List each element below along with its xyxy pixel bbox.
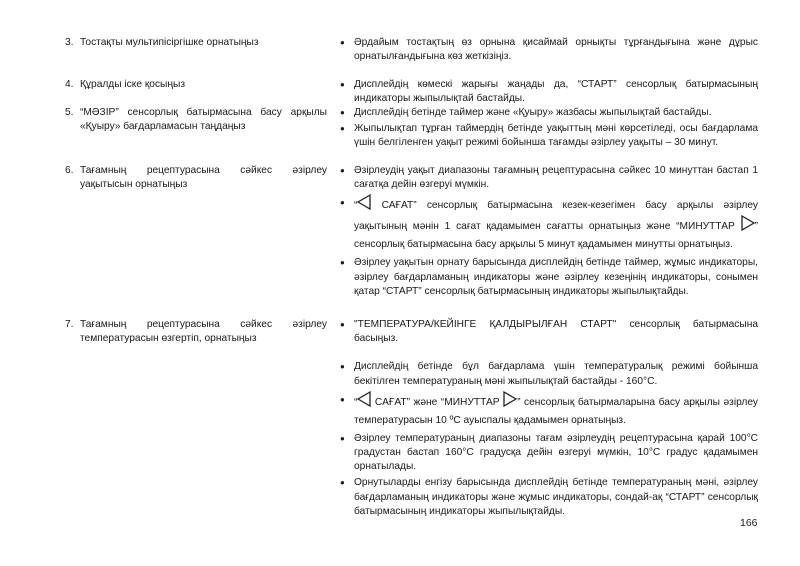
triangle-left-icon (357, 391, 371, 407)
minute-text: ” сенсорлық батырмасына басу арқылы 5 минут қадамымен минутты орнатыңыз. (354, 221, 758, 251)
step-text: Құралды іске қосыңыз (80, 79, 185, 90)
step-4-bullets (340, 78, 758, 108)
step-text: Тағамның рецептурасына сәйкес әзірлеу температурасын өзгертіп, орнатыңыз (80, 319, 327, 345)
step-5 (65, 106, 327, 134)
quote-open: “ (354, 396, 358, 408)
triangle-right-icon (741, 215, 755, 231)
step-4 (65, 78, 327, 92)
triangle-right-icon (503, 391, 517, 407)
step-6-bullets (340, 164, 758, 301)
bullet-item: ● "ТЕМПЕРАТУРА/КЕЙІНГЕ ҚАЛДЫРЫЛҒАН СТАРТ" сенсорлық батырмасына басыңыз. (340, 318, 758, 346)
minute-text: ” сенсорлық батырмаларына басу арқылы әзірлеу температурасын 10 ºС ауыспалы қадамымен орнатыңыз. (354, 396, 758, 426)
bullet-item: ● Әзірлеу уақытын орнату барысында дисплейдің бетінде таймер, жұмыс индикаторы, әзірлеу бағдарламаның индикаторы және әзірлеу кезеңінің индикаторы, сонымен қатар “СТАРТ” сенсорлық батырмасының индикаторы жыпылықтайды. (340, 256, 758, 299)
bullet-item: ● Әзірлеу температураның диапазоны тағам әзірлеудің рецептурасына қарай 100°С градустан бастап 160°С градусқа дейін өзгеруі мүмкін, 10°С градус қадамымен орнатылады. (340, 432, 758, 475)
bullet-item: ● Әзірлеудің уақыт диапазоны тағамның рецептурасына сәйкес 10 минуттан бастап 1 сағатқа дейін өзгеруі мүмкін. (340, 164, 758, 192)
step-7-bullets (340, 318, 758, 521)
quote-open: “ (354, 200, 358, 212)
bullet-item: ● Орнутыларды енгізу барысында дисплейдің бетінде температураның мәні, әзірлеу бағдарламаның индикаторы және жұмыс индикаторы, сондай-ақ “СТАРТ” сенсорлық батырмасының индикаторы жыпылықтайды. (340, 476, 758, 519)
step-5-bullets (340, 106, 758, 153)
step-6 (65, 164, 327, 192)
step-number: 6. (65, 165, 74, 176)
step-number: 4. (65, 79, 74, 90)
bullet-item (340, 194, 758, 254)
step-number: 7. (65, 319, 74, 330)
bullet-item (340, 391, 758, 430)
step-7 (65, 318, 327, 346)
step-text: Тағамның рецептурасына сәйкес әзірлеу уақытысын орнатыңыз (80, 165, 327, 191)
step-number: 3. (65, 37, 74, 48)
step-3-bullets (340, 36, 758, 66)
page-number: 166 (740, 517, 758, 529)
triangle-left-icon (357, 194, 371, 210)
step-3 (65, 36, 327, 50)
hour-text: САҒАТ” және “МИНУТТАР (371, 396, 504, 408)
bullet-item: ● Дисплейдің бетінде бұл бағдарлама үшін температуралық режимі бойынша бекітілген температураның мәні жыпылықтай бастайды - 160°С. (340, 360, 758, 388)
bullet-item: ● Әрдайым тостақтың өз орнына қисаймай орнықты тұрғандығына және дұрыс орнатылғандығына көз жеткізіңіз. (340, 36, 758, 64)
step-text: “МӘЗІР” сенсорлық батырмасына басу арқылы «Қуыру» бағдарламасын таңдаңыз (80, 107, 327, 133)
bullet-item: ● Жыпылықтап тұрған таймердің бетінде уақыттың мәні көрсетіледі, осы бағдарлама үшін белгіленген уақыт режимі бойынша тағамды әзірлеу уақыты – 30 минут. (340, 122, 758, 150)
bullet-item: ● Дисплейдің көмескі жарығы жаңады да, “СТАРТ” сенсорлық батырмасының индикаторы жыпылықтай бастайды. (340, 78, 758, 106)
step-text: Тостақты мультипісіргішке орнатыңыз (80, 37, 259, 48)
step-number: 5. (65, 107, 74, 118)
hour-text: САҒАТ” сенсорлық батырмасына кезек-кезегімен басу арқылы әзірлеу уақытының мәнін 1 сағат қадамымен сағатты орнатыңыз және “МИНУТТАР (354, 200, 758, 233)
bullet-item: ● Дисплейдің бетінде таймер және «Қуыру» жазбасы жыпылықтай бастайды. (340, 106, 758, 120)
